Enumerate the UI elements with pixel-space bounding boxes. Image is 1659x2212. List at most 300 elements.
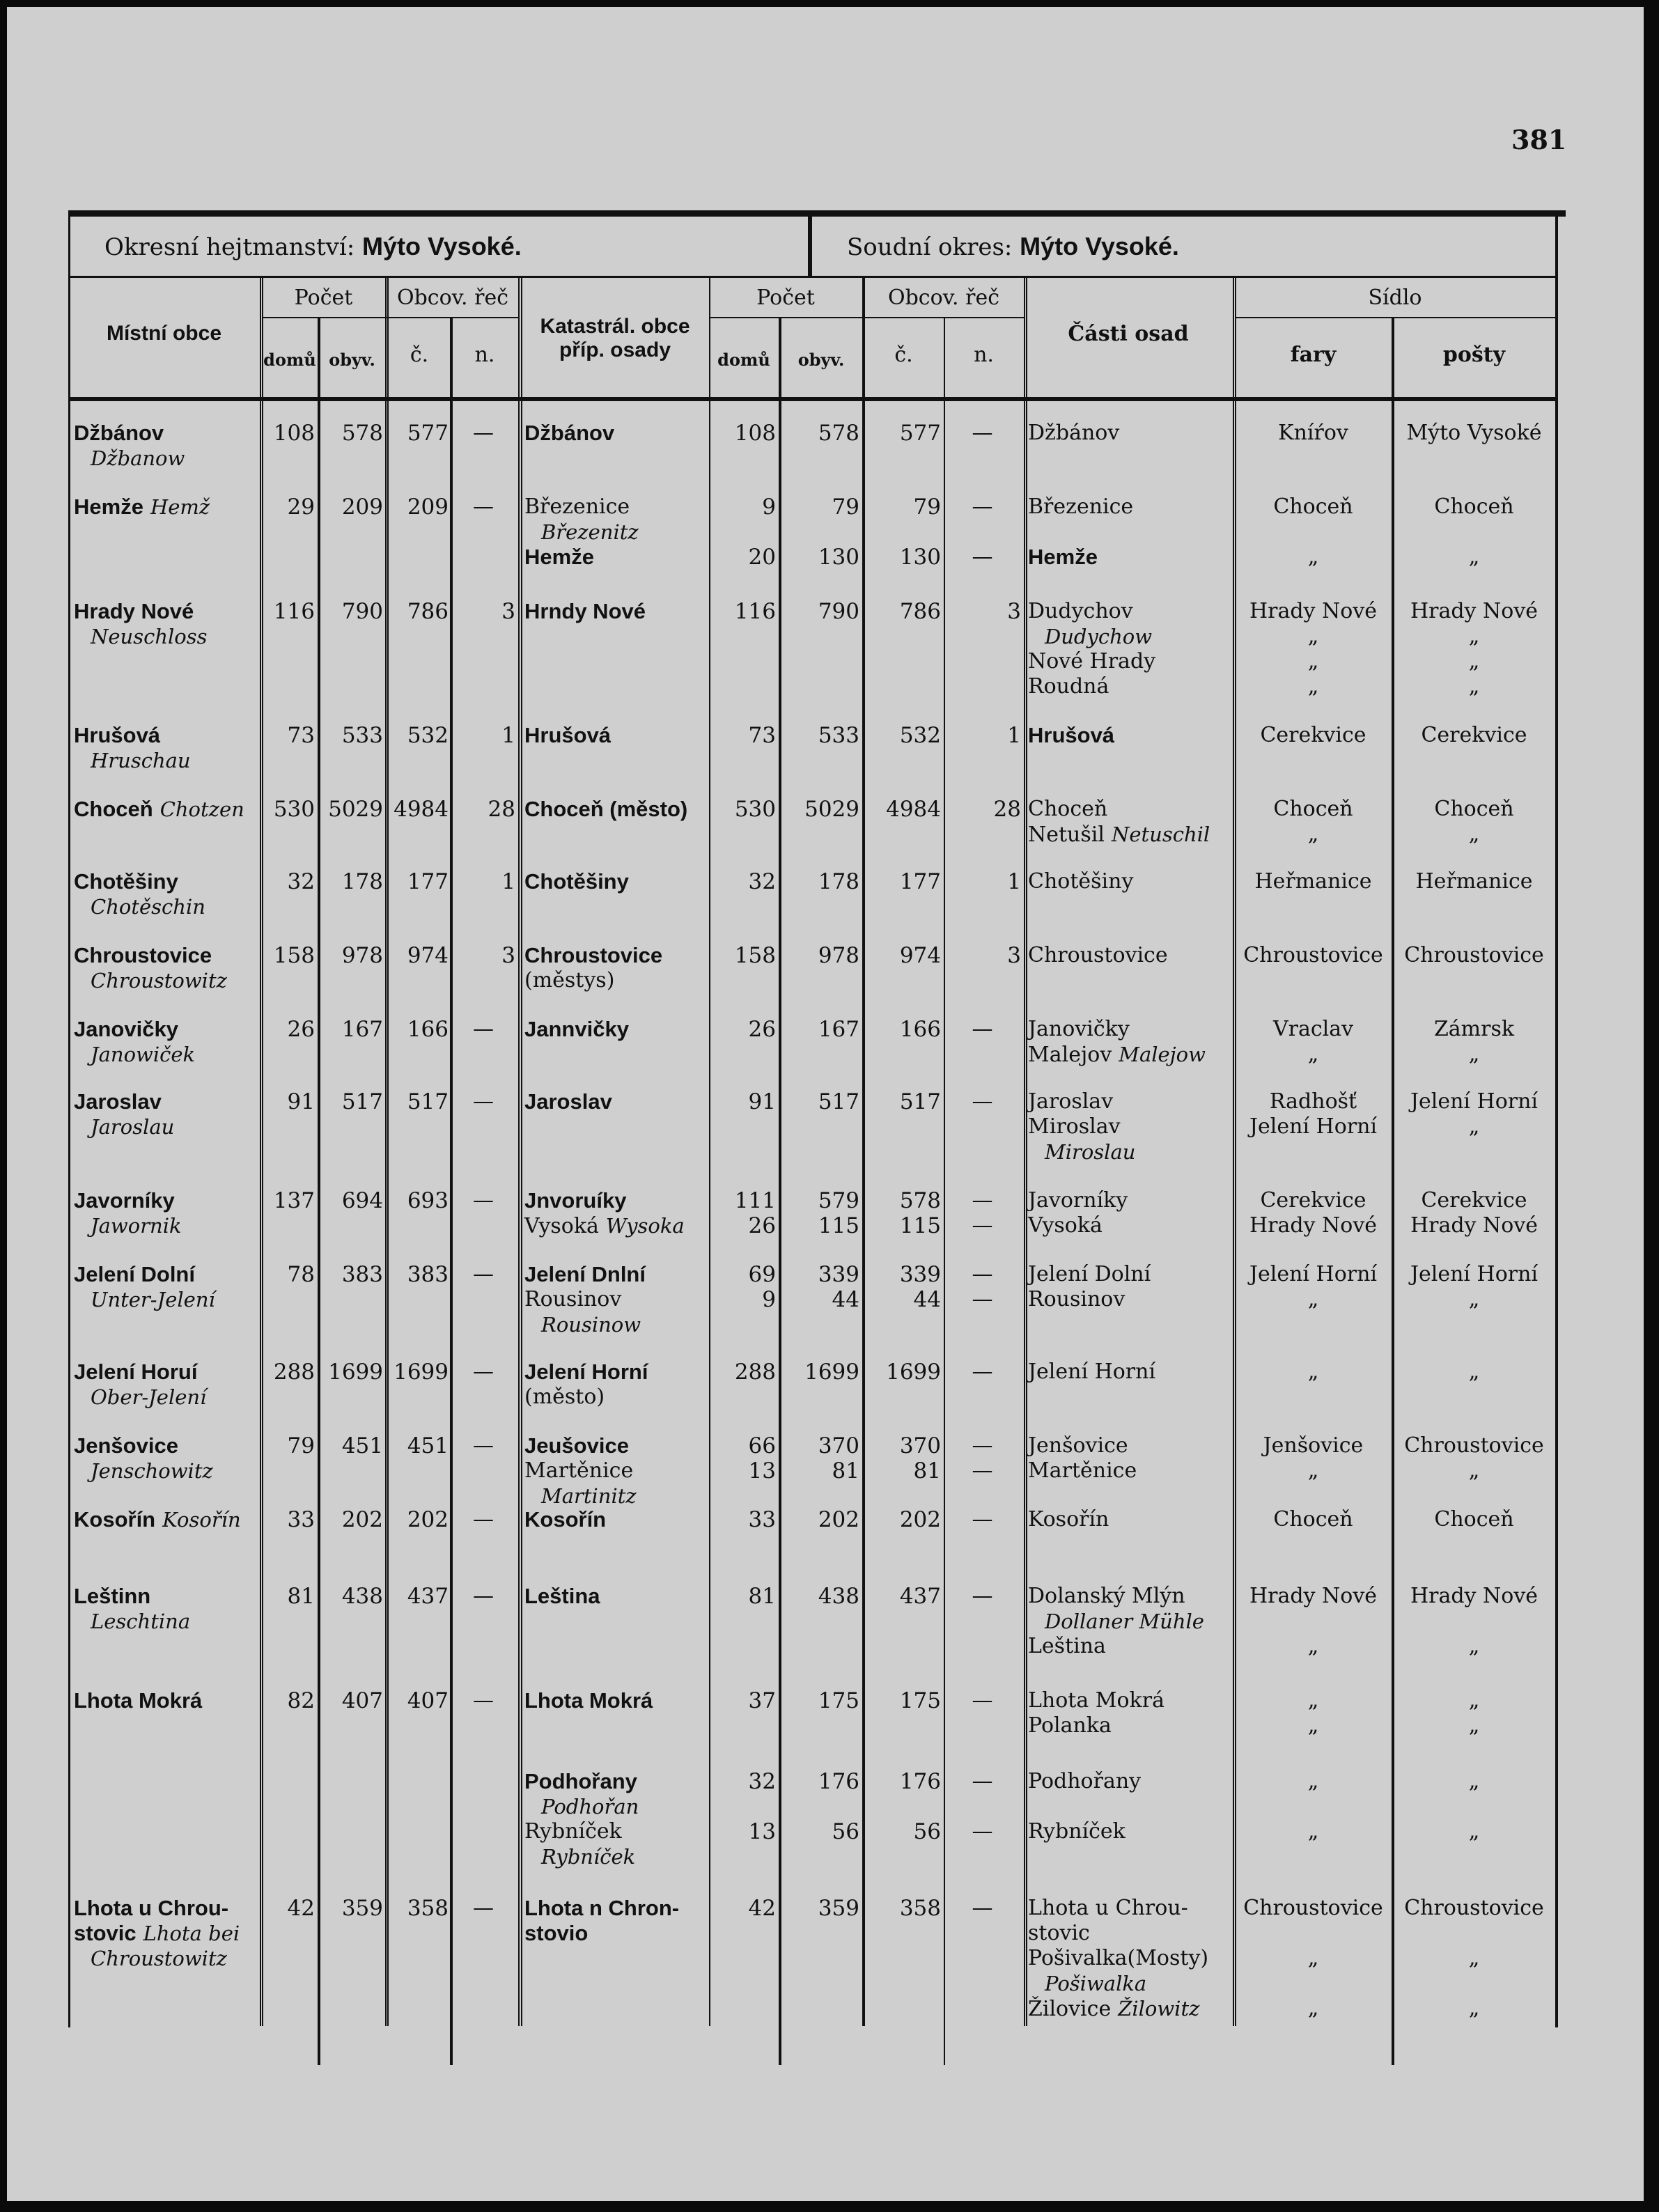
post-office: „: [1468, 1360, 1480, 1384]
parish-seat: „: [1307, 1688, 1319, 1713]
post-office: „: [1468, 1634, 1480, 1658]
value-kn: —: [972, 1017, 993, 1041]
municipality: [74, 1360, 259, 1385]
value-kc: 81: [913, 1458, 941, 1483]
settlement-part: [1028, 1946, 1233, 1971]
parish-seat: Choceň: [1273, 1507, 1353, 1532]
cadastral-unit-name: Lhota n Chron-: [524, 1896, 680, 1920]
col-posty: pošty: [1442, 343, 1506, 367]
settlement-part: [1028, 1584, 1233, 1609]
value-c: 517: [407, 1089, 449, 1114]
value-kc: 577: [899, 421, 941, 446]
cadastral-unit-name: Hrušová: [524, 723, 612, 747]
cadastral-unit-name: Hemže: [524, 545, 594, 569]
settlement-part-name: Roudná: [1028, 674, 1109, 699]
settlement-part: [1028, 822, 1233, 848]
cadastral-unit: [524, 1584, 707, 1610]
post-office: Jelení Horní: [1410, 1089, 1539, 1114]
column-rule: [1235, 278, 1236, 2026]
cadastral-unit: [524, 797, 707, 823]
col-n: n.: [474, 343, 495, 367]
value-ko: 44: [832, 1287, 859, 1312]
value-o: 407: [341, 1688, 383, 1713]
municipality-german-name: Unter-Jelení: [91, 1288, 215, 1311]
cadastral-unit-name: Březenice: [524, 494, 630, 519]
post-office: Choceň: [1434, 1507, 1514, 1532]
court-label: Soudní okres:: [847, 233, 1013, 261]
post-office: Hrady Nové: [1410, 599, 1539, 623]
municipality-german-name: Chotěschin: [91, 895, 205, 919]
settlement-part-name: Jelení Dolní: [1028, 1262, 1151, 1286]
parish-seat: „: [1307, 1996, 1319, 2020]
post-office: „: [1468, 1713, 1480, 1738]
column-rule: [864, 278, 865, 2026]
value-o: 578: [341, 421, 383, 446]
municipality-german-name: Neuschloss: [91, 625, 208, 648]
cadastral-unit: [524, 1213, 707, 1239]
document-page: [7, 7, 1644, 2201]
value-kn: —: [972, 1089, 993, 1114]
municipality: [74, 1188, 259, 1214]
parish-seat: Radhošť: [1269, 1089, 1357, 1114]
post-office: „: [1468, 1458, 1480, 1483]
settlement-part-name: Nové Hrady: [1028, 649, 1156, 673]
municipality: [74, 1921, 259, 1947]
column-rule: [518, 278, 520, 2026]
cadastral-unit: [524, 1507, 707, 1533]
municipality-name: Džbánov: [74, 421, 164, 445]
value-c: 202: [407, 1507, 449, 1532]
value-kc: 175: [899, 1688, 941, 1713]
municipality-german-name: Lhota bei: [143, 1922, 240, 1945]
settlement-part: [1028, 1458, 1233, 1483]
municipality-name: Jenšovice: [74, 1433, 178, 1458]
municipality: [74, 1584, 259, 1610]
cadastral-unit-name: Choceň (město): [524, 797, 688, 821]
value-kd: 91: [748, 1089, 776, 1114]
parish-seat: Kníŕov: [1278, 421, 1348, 445]
value-kn: —: [972, 1188, 993, 1213]
municipality-name: Chroustovice: [74, 943, 212, 967]
settlement-part: [1028, 1360, 1233, 1385]
value-d: 26: [287, 1017, 315, 1042]
right-border: [1555, 217, 1558, 2027]
municipality: [74, 1262, 259, 1288]
subheader-rule-3: [1235, 317, 1555, 318]
value-c: 437: [407, 1584, 449, 1609]
cadastral-unit: [524, 1688, 707, 1714]
col-obcov-rec: Obcov. řeč: [396, 286, 509, 310]
value-kn: —: [972, 1896, 993, 1920]
settlement-part-name: Chotěšiny: [1028, 869, 1134, 894]
settlement-part: [1028, 869, 1233, 894]
cadastral-unit: [524, 1360, 707, 1385]
cadastral-unit-name: Džbánov: [524, 421, 615, 445]
value-c: 209: [407, 494, 449, 520]
col-sidlo: Sídlo: [1368, 286, 1422, 310]
value-n: —: [473, 494, 494, 519]
parish-seat: Chroustovice: [1243, 1896, 1383, 1920]
settlement-part: [1028, 1042, 1233, 1068]
settlement-part-name: Miroslav: [1028, 1114, 1121, 1139]
municipality-name: Jelení Dolní: [74, 1262, 195, 1286]
value-c: 407: [407, 1688, 449, 1713]
municipality-name: Jaroslav: [74, 1089, 162, 1114]
page-number: 381: [1511, 124, 1567, 155]
parish-seat: „: [1307, 1634, 1319, 1658]
value-kd: 66: [748, 1433, 776, 1458]
cadastral-unit-name: Jelení Dnlní: [524, 1262, 646, 1286]
value-c: 177: [407, 869, 449, 894]
settlement-part-name: Janovičky: [1028, 1017, 1130, 1041]
value-ko: 579: [818, 1188, 859, 1213]
settlement-part-name: Polanka: [1028, 1713, 1112, 1738]
settlement-part-german-name: Netuschil: [1111, 823, 1210, 846]
cadastral-unit-name: Chotěšiny: [524, 869, 629, 894]
municipality-german-name: Hemž: [150, 495, 210, 519]
value-ko: 533: [818, 723, 859, 748]
settlement-part: [1028, 1114, 1233, 1139]
post-office: Hrady Nové: [1410, 1584, 1539, 1608]
value-n: —: [473, 1507, 494, 1532]
statistics-table: [68, 210, 1557, 2028]
cadastral-unit-name: Rousinov: [524, 1287, 622, 1311]
settlement-part-name: Chroustovice: [1028, 943, 1168, 967]
value-ko: 578: [818, 421, 859, 446]
district-name: Mýto Vysoké.: [361, 232, 522, 260]
value-ko: 370: [818, 1433, 859, 1458]
settlement-part-name: Pošivalka(Mosty): [1028, 1946, 1209, 1970]
settlement-part-name: Jaroslav: [1028, 1089, 1114, 1114]
municipality: [74, 1017, 259, 1043]
parish-seat: Cerekvice: [1260, 1188, 1366, 1213]
value-ko: 130: [818, 545, 859, 570]
value-d: 116: [273, 599, 315, 624]
value-kn: —: [972, 1433, 993, 1458]
value-ko: 175: [818, 1688, 859, 1713]
parish-seat: Cerekvice: [1260, 723, 1366, 747]
cadastral-unit: [524, 599, 707, 625]
column-rule: [1024, 278, 1025, 2026]
parish-seat: Jelení Horní: [1249, 1114, 1378, 1139]
cadastral-unit: [524, 1433, 707, 1459]
value-kc: 115: [899, 1213, 941, 1238]
value-n: —: [473, 1089, 494, 1114]
value-ko: 81: [832, 1458, 859, 1483]
settlement-part-name: Dudychov: [1028, 599, 1133, 623]
value-kc: 177: [899, 869, 941, 894]
value-ko: 339: [818, 1262, 859, 1287]
value-kn: —: [972, 1458, 993, 1483]
left-border: [68, 217, 70, 2027]
parish-seat: Choceň: [1273, 494, 1353, 519]
column-rule: [709, 278, 710, 2026]
value-c: 1699: [394, 1360, 449, 1385]
municipality-name: Janovičky: [74, 1017, 178, 1041]
value-kn: —: [972, 1688, 993, 1713]
settlement-part: [1028, 1996, 1233, 2022]
value-ko: 438: [818, 1584, 859, 1609]
post-office: Cerekvice: [1421, 723, 1527, 747]
value-o: 451: [341, 1433, 383, 1458]
value-n: 28: [488, 797, 515, 822]
value-o: 178: [341, 869, 383, 894]
municipality-german-name: Kosořín: [162, 1508, 241, 1532]
col-c-2: č.: [894, 343, 913, 367]
value-n: —: [473, 421, 494, 445]
value-kn: 3: [1007, 599, 1021, 624]
parish-seat: Heřmanice: [1254, 869, 1372, 894]
settlement-part-name: Hemže: [1028, 545, 1098, 569]
value-c: 786: [407, 599, 449, 624]
municipality-german-name: Leschtina: [91, 1610, 191, 1633]
value-o: 694: [341, 1188, 383, 1213]
cadastral-unit: [524, 1819, 707, 1844]
value-kd: 116: [734, 599, 776, 624]
cadastral-unit-name: Jelení Horní: [524, 1360, 648, 1384]
municipality: [74, 421, 259, 446]
settlement-part-name: Žilovice: [1028, 1997, 1112, 2021]
post-office: Chroustovice: [1404, 943, 1544, 967]
value-kc: 339: [899, 1262, 941, 1287]
value-c: 451: [407, 1433, 449, 1458]
value-d: 81: [287, 1584, 315, 1609]
value-kn: 28: [993, 797, 1021, 822]
post-office: „: [1468, 822, 1480, 846]
value-kc: 4984: [886, 797, 941, 822]
value-d: 530: [273, 797, 315, 822]
value-n: —: [473, 1584, 494, 1608]
value-ko: 5029: [804, 797, 859, 822]
value-kc: 358: [899, 1896, 941, 1921]
value-c: 577: [407, 421, 449, 446]
settlement-part: [1028, 545, 1233, 570]
parish-seat: „: [1307, 1042, 1319, 1066]
value-kd: 69: [748, 1262, 776, 1287]
col-domu-2: domů: [717, 350, 770, 370]
cadastral-unit: [524, 1287, 707, 1312]
municipality-name: Kosořín: [74, 1507, 156, 1532]
value-d: 78: [287, 1262, 315, 1287]
value-kc: 176: [899, 1769, 941, 1794]
municipality-german-name: Jaroslau: [91, 1115, 175, 1139]
col-pocet-2: Počet: [756, 286, 815, 310]
parish-seat: „: [1307, 1769, 1319, 1793]
settlement-part-name: Jelení Horní: [1028, 1360, 1156, 1384]
value-kc: 44: [913, 1287, 941, 1312]
top-rule: [68, 210, 1566, 217]
value-kn: —: [972, 421, 993, 445]
parish-seat: „: [1307, 1360, 1319, 1384]
post-office: Choceň: [1434, 797, 1514, 821]
district-label: Okresní hejtmanství:: [104, 233, 355, 261]
value-kc: 437: [899, 1584, 941, 1609]
value-o: 790: [341, 599, 383, 624]
col-obcov-rec-2: Obcov. řeč: [887, 286, 1000, 310]
municipality: [74, 1507, 259, 1533]
value-kc: 1699: [886, 1360, 941, 1385]
value-o: 202: [341, 1507, 383, 1532]
post-office: Zámrsk: [1433, 1017, 1515, 1041]
value-kn: —: [972, 1213, 993, 1238]
post-office: „: [1468, 1688, 1480, 1713]
settlement-part-name: Podhořany: [1028, 1769, 1142, 1793]
parish-seat: „: [1307, 1458, 1319, 1483]
value-kd: 13: [748, 1458, 776, 1483]
post-office: Hrady Nové: [1410, 1213, 1539, 1238]
value-kc: 974: [899, 943, 941, 968]
settlement-part: [1028, 1017, 1233, 1042]
value-c: 693: [407, 1188, 449, 1213]
column-rule: [1026, 278, 1027, 2026]
column-rule: [260, 278, 261, 2026]
cadastral-unit-name: Jannvičky: [524, 1017, 629, 1041]
value-kd: 20: [748, 545, 776, 570]
value-kn: —: [972, 1584, 993, 1608]
post-office: Choceň: [1434, 494, 1514, 519]
municipality: [74, 1896, 259, 1922]
settlement-part: [1028, 1433, 1233, 1458]
column-rule: [385, 278, 387, 2026]
cadastral-unit-name: Martěnice: [524, 1458, 634, 1483]
value-ko: 517: [818, 1089, 859, 1114]
value-kd: 111: [734, 1188, 776, 1213]
settlement-part: [1028, 797, 1233, 822]
column-rule: [521, 278, 522, 2026]
value-kd: 37: [748, 1688, 776, 1713]
header-divider: [808, 217, 812, 276]
value-kn: —: [972, 1262, 993, 1286]
municipality-german-name: Jenschowitz: [91, 1459, 213, 1483]
municipality-name: Hrady Nové: [74, 599, 194, 623]
value-ko: 56: [832, 1819, 859, 1844]
parish-seat: „: [1307, 649, 1319, 673]
municipality-name: Choceň: [74, 797, 153, 821]
value-kd: 32: [748, 869, 776, 894]
settlement-part: [1028, 674, 1233, 699]
value-kd: 73: [748, 723, 776, 748]
settlement-part-name: Rousinov: [1028, 1287, 1126, 1311]
col-mistni-obce: Místní obce: [106, 322, 221, 345]
post-office: Chroustovice: [1404, 1896, 1544, 1920]
subheader-rule-1: [262, 317, 518, 318]
value-kd: 13: [748, 1819, 776, 1844]
cadastral-unit: [524, 1896, 707, 1922]
value-kc: 517: [899, 1089, 941, 1114]
cadastral-unit: [524, 943, 707, 969]
settlement-part-name: Javorníky: [1028, 1188, 1128, 1213]
settlement-part: [1028, 1713, 1233, 1738]
cadastral-unit: [524, 545, 707, 570]
value-kn: —: [972, 1769, 993, 1793]
cadastral-unit-name: Jaroslav: [524, 1089, 612, 1114]
cadastral-unit-german-name: Rousinow: [541, 1313, 641, 1337]
cadastral-unit: [524, 1262, 707, 1288]
post-office: Jelení Horní: [1410, 1262, 1539, 1286]
post-office: „: [1468, 1996, 1480, 2020]
settlement-part: [1028, 421, 1233, 446]
settlement-part: [1028, 649, 1233, 674]
value-ko: 178: [818, 869, 859, 894]
cadastral-unit: [524, 1921, 707, 1947]
value-n: —: [473, 1262, 494, 1286]
court-header: [847, 217, 1179, 276]
cadastral-unit-name: (městys): [524, 968, 615, 992]
municipality-german-name: Janowiček: [91, 1043, 196, 1066]
settlement-part: [1028, 1769, 1233, 1794]
settlement-part-name: Choceň: [1028, 797, 1108, 821]
value-d: 91: [287, 1089, 315, 1114]
value-ko: 202: [818, 1507, 859, 1532]
value-n: 1: [501, 869, 515, 894]
settlement-part-name: stovic: [1028, 1921, 1090, 1945]
value-d: 137: [273, 1188, 315, 1213]
value-kn: —: [972, 1507, 993, 1532]
value-n: —: [473, 1360, 494, 1384]
value-o: 978: [341, 943, 383, 968]
settlement-part: [1028, 599, 1233, 624]
settlement-part-name: Jenšovice: [1028, 1433, 1128, 1458]
post-office: „: [1468, 1769, 1480, 1793]
value-kd: 42: [748, 1896, 776, 1921]
value-kc: 532: [899, 723, 941, 748]
cadastral-unit: [524, 494, 707, 520]
settlement-part: [1028, 494, 1233, 520]
post-office: „: [1468, 1946, 1480, 1970]
cadastral-unit-german-name: Podhořan: [541, 1795, 639, 1818]
value-o: 438: [341, 1584, 383, 1609]
cadastral-unit-name: (město): [524, 1385, 605, 1409]
municipality: [74, 1688, 259, 1714]
municipality-name: Lhota Mokrá: [74, 1688, 203, 1713]
cadastral-unit-german-name: Březenitz: [541, 520, 639, 544]
cadastral-unit-name: Rybníček: [524, 1819, 622, 1844]
cadastral-unit: [524, 723, 707, 749]
parish-seat: „: [1307, 1287, 1319, 1311]
parish-seat: „: [1307, 545, 1319, 569]
value-kc: 578: [899, 1188, 941, 1213]
settlement-part: [1028, 1896, 1233, 1921]
settlement-part: [1028, 1188, 1233, 1213]
cadastral-unit-german-name: Rybníček: [541, 1845, 636, 1869]
value-d: 79: [287, 1433, 315, 1458]
value-d: 108: [273, 421, 315, 446]
value-d: 42: [287, 1896, 315, 1921]
settlement-part-name: Březenice: [1028, 494, 1134, 519]
value-c: 383: [407, 1262, 449, 1287]
settlement-part: [1028, 1819, 1233, 1844]
cadastral-unit-name: Vysoká: [524, 1214, 599, 1238]
value-d: 33: [287, 1507, 315, 1532]
municipality-german-name: Chroustowitz: [91, 969, 227, 992]
value-kd: 81: [748, 1584, 776, 1609]
settlement-part-name: Netušil: [1028, 823, 1105, 847]
post-office: „: [1468, 545, 1480, 569]
value-n: —: [473, 1188, 494, 1213]
cadastral-unit: [524, 1089, 707, 1115]
parish-seat: „: [1307, 1819, 1319, 1844]
value-kn: 1: [1007, 869, 1021, 894]
value-d: 288: [273, 1360, 315, 1385]
municipality-name: Hemže: [74, 494, 143, 519]
post-office: Chroustovice: [1404, 1433, 1544, 1458]
value-c: 166: [407, 1017, 449, 1042]
value-kd: 26: [748, 1017, 776, 1042]
settlement-part-german-name: Dollaner Mühle: [1045, 1610, 1204, 1633]
municipality: [74, 1089, 259, 1115]
value-kn: —: [972, 1819, 993, 1844]
value-o: 359: [341, 1896, 383, 1921]
